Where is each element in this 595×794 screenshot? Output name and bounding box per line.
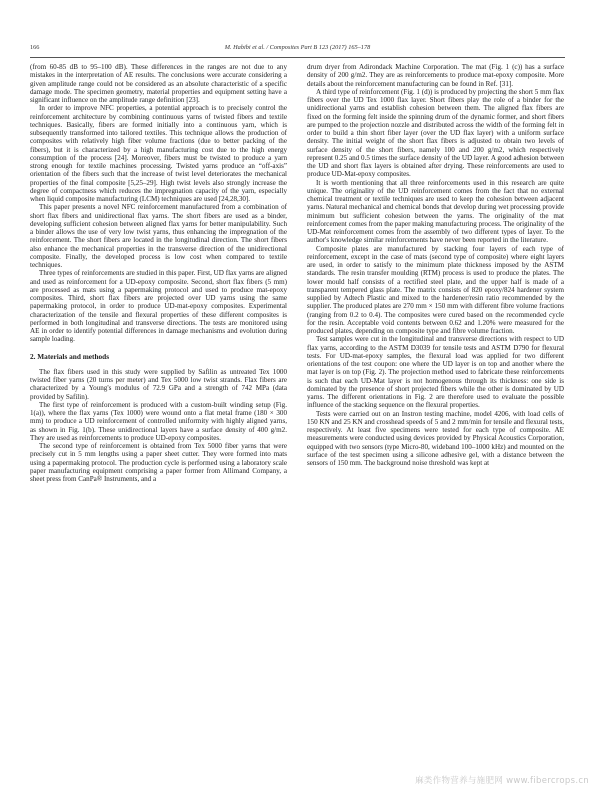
paragraph: In order to improve NFC properties, a potential approach is to precisely control the reinforcement architecture by combining continuous yarns of twisted fibers and textile techniques. Basically, fibers are formed initially into a continuous yarn, which is subsequently transformed into tailored textiles. This technique allows the production of composites with relatively high fiber volume fractions (due to better packing of the fibers), but it is characterized by a high manufacturing cost due to the high energy consumption of the process [24]. Moreover, fibers must be twisted to produce a yarn strong enough for textile machines processing. Twisted yarns produce an “off-axis” orientation of the fibers such that the increase of twist level deteriorates the mechanical properties of the final composite [5,25–29]. High twist levels also strongly increase the degree of compactness which reduces the impregnation capacity of the yarn, especially when liquid composite manufacturing (LCM) techniques are used [24,28,30]. xyxy=(30,104,287,203)
paragraph: Tests were carried out on an Instron testing machine, model 4206, with load cells of 150 KN and 25 KN and crosshead speeds of 5 and 2 mm/min for tensile and flexural tests, respectively. At least five specimens were tested for each type of composite. AE measurements were conducted using devices provided by Physical Acoustics Corporation, equipped with two sensors (type Micro-80, wideband 100–1000 kHz) and mounted on the surface of the test specimen using a silicone adhesive gel, with a distance between the sensors of 150 mm. The background noise threshold was kept at xyxy=(307,409,564,467)
paragraph: The first type of reinforcement is produced with a custom-built winding setup (Fig. 1(a)), where the flax yarns (Tex 1000) were wound onto a flat metal frame (180 × 300 mm) to produce a UD reinforcement of controlled uniformity with highly aligned yarns, as shown in Fig. 1(b). These unidirectional layers have a surface density of 400 g/m2. They are used as reinforcements to produce UD-epoxy composites. xyxy=(30,400,287,442)
paragraph: This paper presents a novel NFC reinforcement manufactured from a combination of short flax fibers and unidirectional flax yarns. The short fibers are used as a binder, developing sufficient cohesion between aligned flax yarns for better manipulability. Such a binder allows the use of very low twist yarns, thus enhancing the impregnation of the reinforcement. The short fibers are located in the longitudinal direction. The short fibers also enhance the mechanical properties in the transverse direction of the unidirectional composite. Finally, the developed process is low cost when compared to textile techniques. xyxy=(30,203,287,269)
page-header xyxy=(30,44,565,56)
running-title: M. Habibi et al. / Composites Part B 123 (2017) 165–178 xyxy=(224,44,371,51)
paragraph: It is worth mentioning that all three reinforcements used in this research are quite unique. The originality of the UD reinforcement comes from the fact that no external chemical treatment or textile techniques are used to keep the cohesion between adjacent yarns. Natural mechanical and chemical bonds that develop during wet processing provide minimum but sufficient cohesion between the yarns. The originality of the mat reinforcement comes from the paper making manufacturing process. The originality of the UD-Mat reinforcement comes from the assembly of two different types of layer. To the author's knowledge similar reinforcements have never been reported in the literature. xyxy=(307,178,564,245)
paragraph: (from 60-85 dB to 95–100 dB). These differences in the ranges are not due to any mistakes in the interpretation of AE results. The conclusions were accurate considering a given amplitude range could not be considered as an absolute characteristic of a specific damage mode. The specimen geometry, material properties and equipment setting have a significant influence on the amplitude range definition [23]. xyxy=(30,63,287,104)
left-column xyxy=(30,63,287,483)
header-rule xyxy=(30,57,565,58)
paragraph: Three types of reinforcements are studied in this paper. First, UD flax yarns are aligned and used as reinforcement for a UD-epoxy composite. Second, short flax fibers (5 mm) are processed as mats using a papermaking protocol and used to produce mat-epoxy composites. Third, short flax fibers are projected over UD yarns using the same papermaking protocol, in order to produce UD-mat-epoxy composites. Experimental characterization of the tensile and flexural properties of these different composites is performed in both longitudinal and transverse directions. The tests are monitored using AE in order to identify potential differences in damage mechanisms and evolution during sample loading. xyxy=(30,269,287,344)
paragraph: Composite plates are manufactured by stacking four layers of each type of reinforcement, except in the case of mats (second type of composite) where eight layers are used, in order to satisfy to the minimum plate thickness imposed by the ASTM standards. The resin transfer moulding (RTM) process is used to produce the plates. The lower mould half consists of a rectified steel plate, and the upper half is made of a transparent tempered glass plate. The matrix consists of 820 epoxy/824 hardener system supplied by Adtech Plastic and mixed to the hardener/resin ratio recommended by the supplier. The produced plates are 270 mm × 150 mm with different fibre volume fractions (ranging from 0.2 to 0.4). The composites were cured based on the recommended cycle for the resin. Acceptable void contents between 0.62 and 1.20% were measured for the produced plates, depending on composite type and fibre volume fraction. xyxy=(307,244,564,335)
right-column xyxy=(307,63,564,467)
page-number: 166 xyxy=(30,44,40,51)
watermark: 麻类作物营养与施肥网 www.fibercrops.cn xyxy=(415,776,589,786)
section-heading: 2. Materials and methods xyxy=(30,351,110,361)
paragraph: The second type of reinforcement is obtained from Tex 5000 fiber yarns that were precisely cut in 5 mm lengths using a paper sheet cutter. They were formed into mats using a papermaking protocol. The production cycle is performed using a laboratory scale paper manufacturing equipment comprising a paper former from Allimand Company, a sheet press from CanPa® Instruments, and a xyxy=(30,442,287,483)
paragraph: A third type of reinforcement (Fig. 1 (d)) is produced by projecting the short 5 mm flax fibers over the UD Tex 1000 flax layer. Short fibers play the role of a binder for the unidirectional yarns and establish cohesion between them. The aligned flax fibers are fixed on the forming felt inside the spinning drum of the dynamic former, and short fibers are pumped to the projection nozzle and distributed across the width of the forming felt in order to build a thin short fiber layer (over the UD flax layer) with a uniform surface density. The initial weight of the short flax fibers is adjusted to obtain two levels of surface density of the short fibers, namely 100 and 200 g/m2, which respectively represent 0.25 and 0.5 times the surface density of the UD layer. A good adhesion between the UD and short flax layers is obtained after drying. These reinforcements are used to produce UD-Mat-epoxy composites. xyxy=(307,87,564,179)
paragraph: Test samples were cut in the longitudinal and transverse directions with respect to UD flax yarns, according to the ASTM D3039 for tensile tests and ASTM D790 for flexural tests. For UD-mat-epoxy samples, the flexural load was applied for two different orientations of the test coupon: one where the UD layer is on top and another where the mat layer is on top (Fig. 2). The projection method used to fabricate these reinforcements is such that each UD-Mat layer is not homogenous through its thickness: one side is dominated by the presence of short projected fibers while the other is dominated by UD yarns. The different orientations in Fig. 2 are therefore used to evaluate the possible influence of the stacking sequence on the flexural properties. xyxy=(307,335,564,410)
paragraph: drum dryer from Adirondack Machine Corporation. The mat (Fig. 1 (c)) has a surface density of 200 g/m2. They are as reinforcements to produce mat-epoxy composite. More details about the reinforcement manufacturing can be found in Ref. [31]. xyxy=(307,63,564,88)
paragraph: The flax fibers used in this study were supplied by Safilin as untreated Tex 1000 twisted fiber yarns (20 turns per meter) and Tex 5000 low twist strands. Flax fibers are characterized by a Young's modulus of 72.9 GPa and a strength of 742 MPa (data provided by Safilin). xyxy=(30,367,287,401)
